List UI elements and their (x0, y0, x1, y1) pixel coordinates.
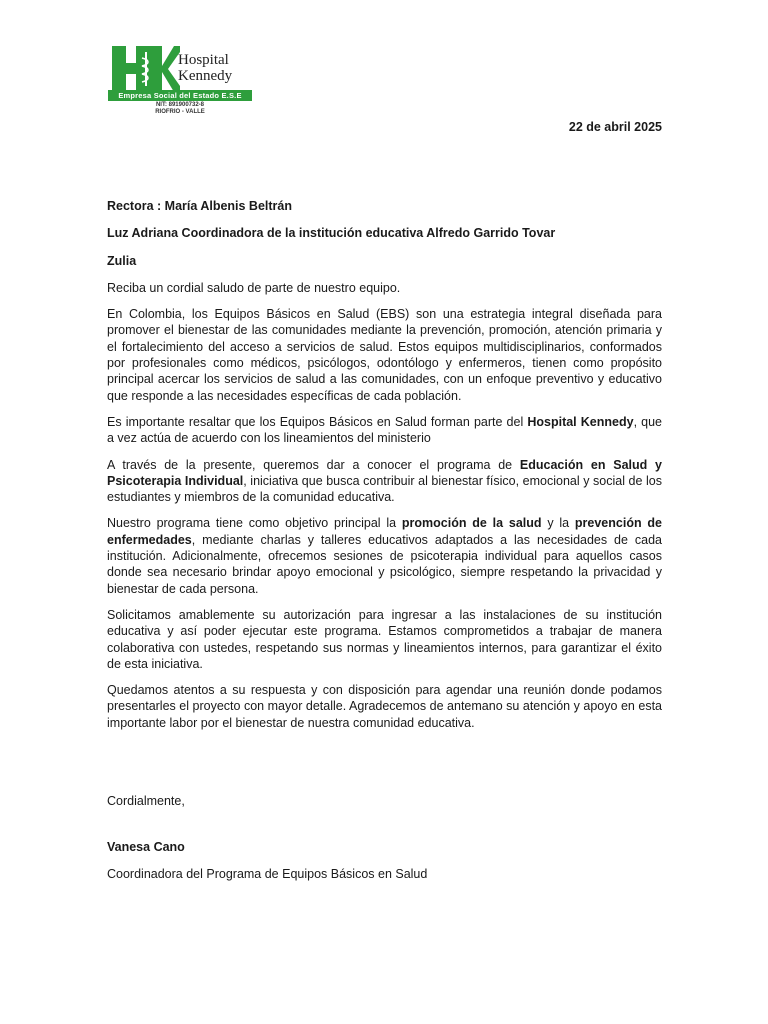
p4-bold-promocion: promoción de la salud (401, 516, 542, 531)
logo-name-line2: Kennedy (178, 68, 233, 84)
logo-nit: NIT: 891900732-8 (155, 102, 205, 108)
recipient-line-3: Zulia (107, 253, 137, 268)
paragraph-closing: Quedamos atentos a su respuesta y con disposición para agendar una reunión donde podamos presentarles el proyecto con mayor detalle. Agradecemos de antemano su atención y apoyo en esta importante labor por el bienestar de nuestra comunidad educativa. (107, 683, 662, 730)
paragraph-ebs: En Colombia, los Equipos Básicos en Salud (EBS) son una estrategia integral diseñada para promover el bienestar de las comunidades mediante la prevención, promoción, atención primaria y el fortalecimiento del acceso a servicios de salud. Estos equipos multidisciplinarios, conformados por profesionales como médicos, psicólogos, odontólogo y enfermeros, tienen como propósito principal acercar los servicios de salud a las comunidades, con un enfoque preventivo y educativo que responde a las necesidades específicas de cada población. (107, 307, 662, 403)
paragraph-objective (107, 515, 662, 596)
paragraph-request: Solicitamos amablemente su autorización para ingresar a las instalaciones de su institución educativa y así poder ejecutar este programa. Estamos comprometidos a trabajar de manera colaborativa con ustedes, respetando sus normas y lineamientos internos, para garantizar el éxito de esta iniciativa. (107, 607, 662, 671)
p4-text-e: , mediante charlas y talleres educativos adaptados a las necesidades de cada institución. Adicionalmente, ofrecemos sesiones de psicoterapia individual para aquellos casos donde sea necesario brindar apoyo emocional y psicológico, siempre respetando la privacidad y bienestar de cada persona. (107, 532, 662, 596)
recipient-line-1: Rectora : María Albenis Beltrán (107, 199, 293, 213)
p4-text-a: Nuestro programa tiene como objetivo principal la (107, 516, 402, 531)
logo-city: RIOFRIO - VALLE (155, 109, 205, 115)
hospital-logo (108, 44, 254, 120)
signature-title: Coordinadora del Programa de Equipos Básicos en Salud (107, 866, 428, 881)
p4-bold-prevencion: prevención de enfermedades (107, 516, 662, 547)
logo-name-line1: Hospital (178, 52, 229, 68)
p3-program-name: Educación en Salud y Psicoterapia Individual (107, 457, 662, 488)
p3-text-c: , iniciativa que busca contribuir al bienestar físico, emocional y social de los estudiantes y miembros de la comunidad educativa. (107, 473, 662, 505)
greeting: Reciba un cordial saludo de parte de nuestro equipo. (107, 280, 401, 295)
logo-hospital-name (178, 52, 232, 84)
p4-text-c: y la (541, 516, 575, 531)
signature-name: Vanesa Cano (107, 840, 185, 855)
logo-band: Empresa Social del Estado E.S.E (108, 90, 252, 101)
letter-date: 22 de abril 2025 (568, 120, 662, 134)
p2-hospital-name: Hospital Kennedy (527, 414, 634, 429)
paragraph-hospital (107, 414, 662, 447)
recipient-line-2: Luz Adriana Coordinadora de la institución educativa Alfredo Garrido Tovar (107, 226, 556, 241)
hk-logo-mark (112, 46, 180, 92)
p2-text-c: , que a vez actúa de acuerdo con los lineamientos del ministerio (107, 414, 662, 446)
p2-text-a: Es importante resaltar que los Equipos Básicos en Salud forman parte del (107, 414, 528, 429)
letter-body (107, 198, 662, 882)
p3-text-a: A través de la presente, queremos dar a conocer el programa de (107, 457, 520, 472)
closing-salutation: Cordialmente, (107, 794, 185, 809)
paragraph-program (107, 457, 662, 506)
